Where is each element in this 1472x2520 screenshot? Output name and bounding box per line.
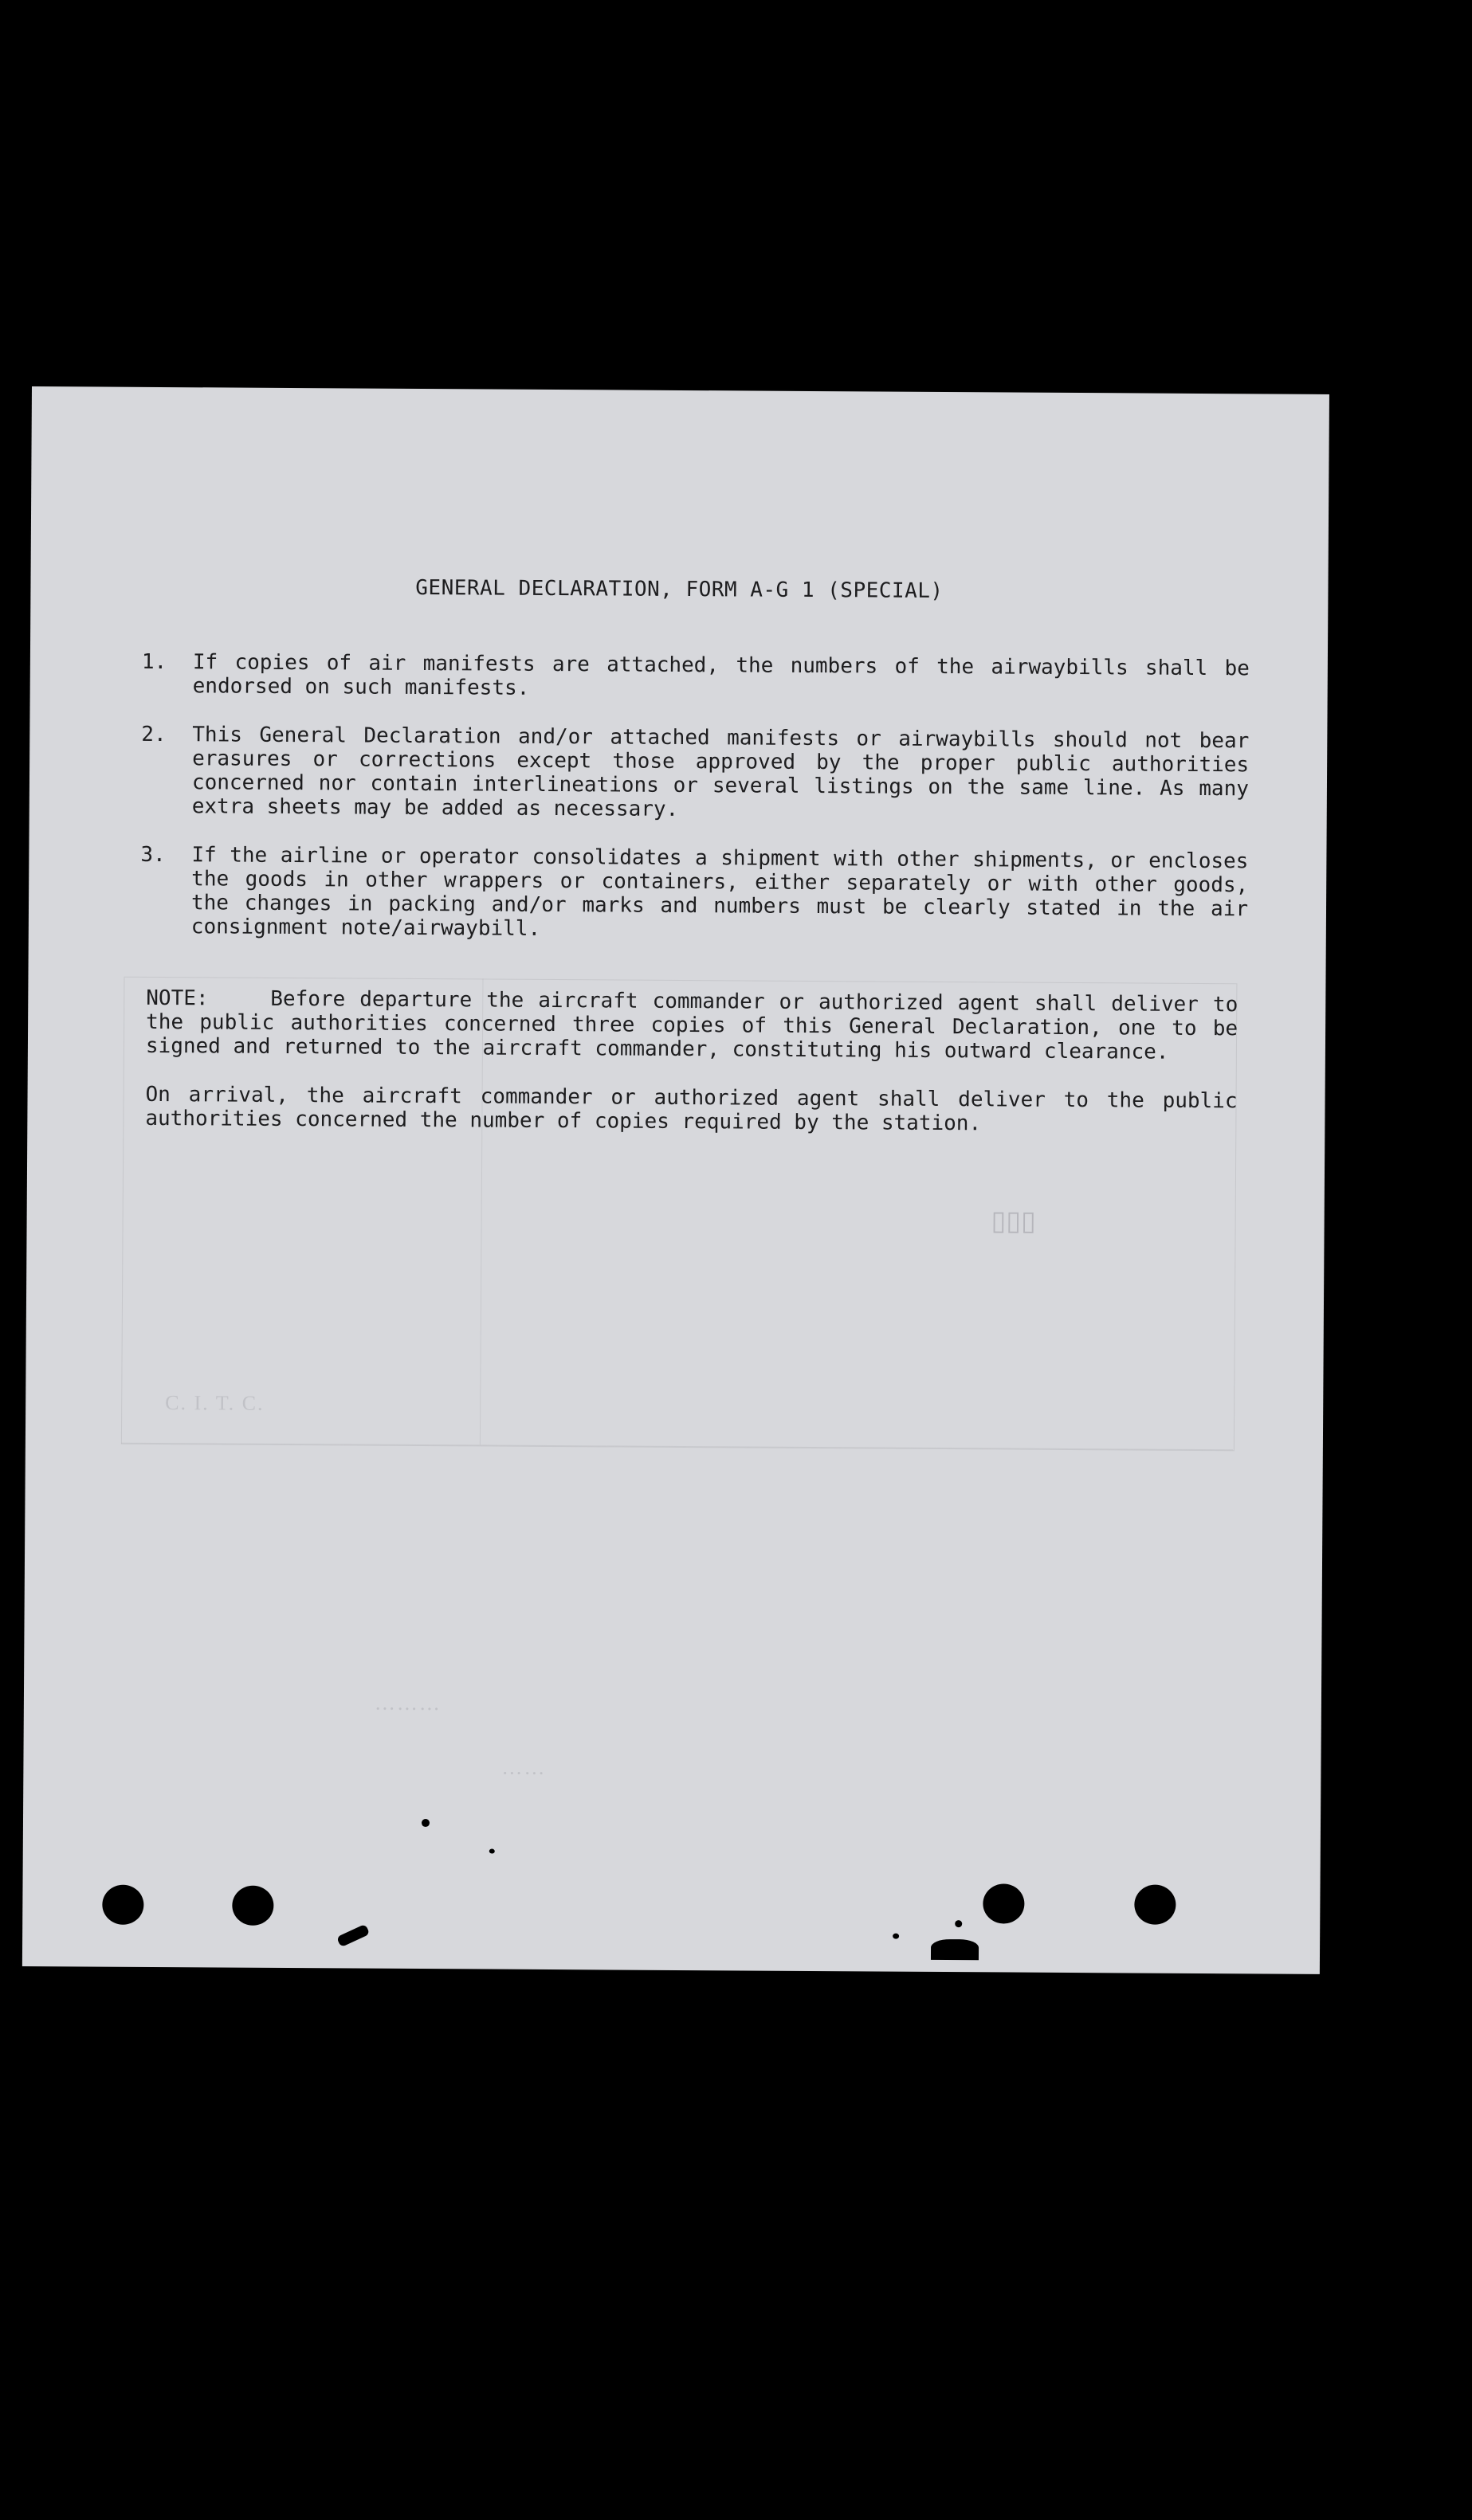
list-item [142, 650, 1250, 704]
note-paragraph-1-text: Before departure the aircraft commander or authorized agent shall deliver to the public authorities concerned three copies of this General Declaration, one to be signed and returned to the aircraft commander, constituting his outward clearance. [145, 986, 1238, 1064]
list-item-number: 2. [141, 722, 167, 747]
list-item-text: This General Declaration and/or attached manifests or airwaybills should not bear erasures or corrections except those approved by the proper public authorities concerned nor contain interlineations or several listings on the same line. As many extra sheets may be added as necessary. [191, 723, 1250, 821]
torn-edge-mark [931, 1939, 979, 1960]
list-item [141, 723, 1250, 825]
note-section [145, 986, 1238, 1162]
ink-speck [422, 1819, 430, 1827]
note-paragraph [146, 986, 1238, 1064]
document-title: GENERAL DECLARATION, FORM A-G 1 (SPECIAL) [415, 575, 944, 603]
bleed-through-text: C. I. T. C. [165, 1391, 265, 1415]
ink-speck [955, 1920, 962, 1927]
torn-edge-mark [336, 1924, 370, 1947]
bleed-through-text: ……… [374, 1691, 442, 1715]
note-paragraph: On arrival, the aircraft commander or authorized agent shall deliver to the public authorities concerned the number of copies required by the station. [145, 1082, 1238, 1136]
list-item [140, 843, 1249, 945]
faint-stamp-mark: ▯▯▯ [991, 1206, 1036, 1236]
ink-speck [489, 1849, 495, 1854]
document-page [22, 386, 1329, 1974]
list-item-text: If copies of air manifests are attached, the numbers of the airwaybills shall be endorsed on such manifests. [192, 650, 1250, 700]
punch-hole [102, 1885, 143, 1925]
bleed-through-text: …… [501, 1755, 547, 1779]
list-item-number: 1. [141, 649, 167, 675]
list-item-number: 3. [140, 842, 166, 868]
ink-speck [893, 1934, 899, 1939]
instructions-list [140, 650, 1250, 970]
punch-hole [1134, 1884, 1176, 1924]
note-label: NOTE: [146, 986, 209, 1011]
punch-hole [983, 1883, 1024, 1923]
punch-hole [232, 1886, 273, 1926]
list-item-text: If the airline or operator consolidates a shipment with other shipments, or encloses the goods in other wrappers or containers, either separately or with other goods, the changes in packing and/or marks and numbers must be clearly stated in the air consignment note/airwaybill. [190, 843, 1249, 941]
